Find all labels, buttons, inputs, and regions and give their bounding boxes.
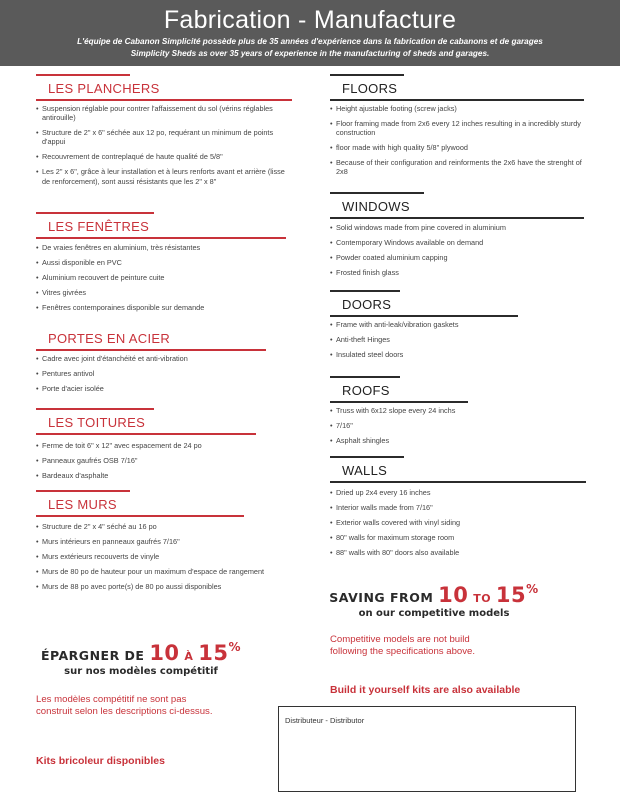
list-windows bbox=[330, 223, 584, 283]
list-item: • Structure de 2" x 6" séchée aux 12 po, requérant un minimum de points d'appui bbox=[36, 128, 292, 147]
section-windows bbox=[330, 192, 584, 219]
note-en: Competitive models are not build following the specifications above. bbox=[330, 634, 476, 657]
promo-percent: % bbox=[526, 582, 539, 596]
section-floors bbox=[330, 74, 584, 101]
promo-to: 15 bbox=[198, 641, 229, 665]
list-item: • Panneaux gaufrés OSB 7/16" bbox=[36, 456, 292, 465]
list-item: • floor made with high quality 5/8" plywood bbox=[330, 143, 584, 152]
promo-to-word: À bbox=[184, 650, 194, 663]
list-item: • Truss with 6x12 slope every 24 inchs bbox=[330, 406, 584, 415]
list-item: • Floor framing made from 2x6 every 12 inches resulting in a incredibly sturdy construction bbox=[330, 119, 584, 138]
list-item: • Powder coated aluminium capping bbox=[330, 253, 584, 262]
list-toitures bbox=[36, 441, 292, 486]
list-fenetres bbox=[36, 243, 292, 317]
section-title: LES FENÊTRES bbox=[48, 219, 150, 234]
section-planchers bbox=[36, 74, 292, 101]
list-item: • Aluminium recouvert de peinture cuite bbox=[36, 273, 292, 282]
promo-to-word: TO bbox=[473, 592, 492, 605]
list-item: • Vitres givrées bbox=[36, 288, 292, 297]
section-murs bbox=[36, 490, 244, 517]
list-item: • Solid windows made from pine covered in aluminium bbox=[330, 223, 584, 232]
promo-prefix: SAVING FROM bbox=[329, 590, 439, 605]
promo-from: 10 bbox=[438, 583, 469, 607]
header-banner bbox=[0, 0, 620, 66]
list-item: • Interior walls made from 7/16" bbox=[330, 503, 584, 512]
list-item: • Contemporary Windows available on demand bbox=[330, 238, 584, 247]
list-planchers bbox=[36, 104, 292, 191]
promo-line2: on our competitive models bbox=[358, 608, 510, 619]
section-title: LES TOITURES bbox=[48, 415, 146, 430]
list-murs bbox=[36, 522, 292, 596]
promo-line2: sur nos modèles compétitif bbox=[64, 666, 218, 677]
section-title: LES PLANCHERS bbox=[48, 81, 160, 96]
list-doors bbox=[330, 320, 584, 365]
list-item: • 7/16" bbox=[330, 421, 584, 430]
section-toitures bbox=[36, 408, 256, 435]
section-title: ROOFS bbox=[342, 383, 390, 398]
list-item: • Suspension réglable pour contrer l'affaissement du sol (vérins réglables antirouille) bbox=[36, 104, 292, 123]
section-title: WALLS bbox=[342, 463, 388, 478]
list-item: • Cadre avec joint d'étanchéité et anti-vibration bbox=[36, 354, 292, 363]
promo-from: 10 bbox=[149, 641, 180, 665]
list-item: • Dried up 2x4 every 16 inches bbox=[330, 488, 584, 497]
distributor-box bbox=[278, 706, 576, 792]
promo-prefix: ÉPARGNER DE bbox=[40, 648, 150, 663]
list-item: • Exterior walls covered with vinyl siding bbox=[330, 518, 584, 527]
list-item: • Murs intérieurs en panneaux gaufrés 7/16" bbox=[36, 537, 292, 546]
list-item: • Murs extérieurs recouverts de vinyle bbox=[36, 552, 292, 561]
subtitle-en: Simplicity Sheds as over 35 years of experience in the manufacturing of sheds and garages. bbox=[130, 49, 490, 58]
list-floors bbox=[330, 104, 584, 182]
list-item: • Ferme de toit 6" x 12" avec espacement de 24 po bbox=[36, 441, 292, 450]
section-title: WINDOWS bbox=[342, 199, 410, 214]
list-item: • Bardeaux d'asphalte bbox=[36, 471, 292, 480]
section-roofs bbox=[330, 376, 468, 403]
list-item: • 80" walls for maximum storage room bbox=[330, 533, 584, 542]
section-title: FLOORS bbox=[342, 81, 398, 96]
section-doors bbox=[330, 290, 518, 317]
section-fenetres bbox=[36, 212, 286, 239]
list-item: • Asphalt shingles bbox=[330, 436, 584, 445]
list-item: • Murs de 88 po avec porte(s) de 80 po aussi disponibles bbox=[36, 582, 292, 591]
list-item: • 88" walls with 80" doors also available bbox=[330, 548, 584, 557]
list-item: • Frosted finish glass bbox=[330, 268, 584, 277]
list-item: • De vraies fenêtres en aluminium, très résistantes bbox=[36, 243, 292, 252]
kits-fr: Kits bricoleur disponibles bbox=[36, 755, 165, 767]
distributor-label: Distributeur - Distributor bbox=[285, 716, 365, 725]
list-walls bbox=[330, 488, 584, 562]
page-title: Fabrication - Manufacture bbox=[163, 6, 457, 34]
list-item: • Aussi disponible en PVC bbox=[36, 258, 292, 267]
list-item: • Les 2" x 6", grâce à leur installation et à leurs renforts avant et arrière (lisse de renforcement), sont aussi résistants que les 2" x 8" bbox=[36, 167, 292, 186]
list-item: • Murs de 80 po de hauteur pour un maximum d'espace de rangement bbox=[36, 567, 292, 576]
list-item: • Porte d'acier isolée bbox=[36, 384, 292, 393]
list-item: • Anti-theft Hinges bbox=[330, 335, 584, 344]
section-title: DOORS bbox=[342, 297, 392, 312]
promo-percent: % bbox=[228, 640, 242, 654]
list-item: • Frame with anti-leak/vibration gaskets bbox=[330, 320, 584, 329]
promo-en bbox=[328, 582, 540, 619]
list-item: • Insulated steel doors bbox=[330, 350, 584, 359]
list-item: • Height ajustable footing (screw jacks) bbox=[330, 104, 584, 113]
list-item: • Pentures antivol bbox=[36, 369, 292, 378]
kits-en: Build it yourself kits are also available bbox=[330, 684, 521, 696]
subtitle-fr: L'équipe de Cabanon Simplicité possède plus de 35 années d'expérience dans la fabrication de cabanons et de garages bbox=[77, 37, 543, 46]
list-item: • Fenêtres contemporaines disponible sur demande bbox=[36, 303, 292, 312]
section-walls bbox=[330, 456, 586, 483]
list-portes bbox=[36, 354, 292, 399]
section-portes bbox=[36, 324, 286, 351]
promo-fr bbox=[36, 640, 246, 677]
list-item: • Recouvrement de contreplaqué de haute qualité de 5/8" bbox=[36, 152, 292, 161]
note-fr: Les modèles compétitif ne sont pas construit selon les descriptions ci-dessus. bbox=[36, 694, 213, 717]
list-item: • Structure de 2" x 4" séché au 16 po bbox=[36, 522, 292, 531]
list-roofs bbox=[330, 406, 584, 451]
list-item: • Because of their configuration and reinforments the 2x6 have the strenght of 2x8 bbox=[330, 158, 584, 177]
promo-to: 15 bbox=[495, 583, 527, 607]
section-title: PORTES EN ACIER bbox=[48, 331, 171, 346]
section-title: LES MURS bbox=[48, 497, 117, 512]
